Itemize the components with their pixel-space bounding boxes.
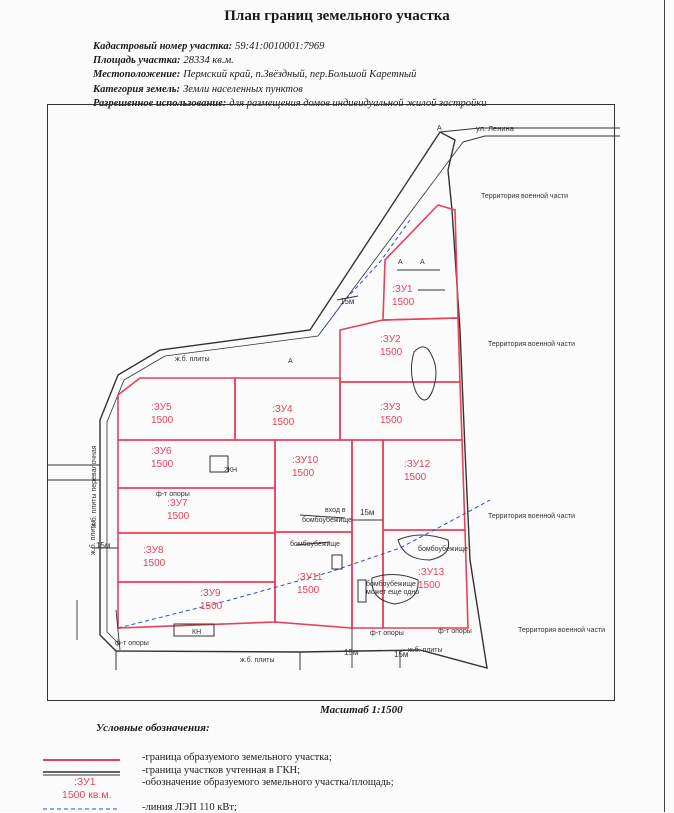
plot-area: 1500 <box>272 417 295 428</box>
plot-area: 1500 <box>151 415 174 426</box>
plot-area: 1500 <box>380 415 403 426</box>
distance-label: 15м <box>96 541 111 550</box>
plot-zu3-boundary <box>340 382 462 440</box>
plot-id: :ЗУ10 <box>292 455 319 466</box>
plot-id: :ЗУ12 <box>404 459 431 470</box>
cadastre-boundary <box>47 128 620 670</box>
plot-area: 1500 <box>297 585 320 596</box>
street-label: ул. Ленина <box>476 124 514 133</box>
plot-id: :ЗУ11 <box>297 572 323 583</box>
legend-title: Условные обозначения: <box>96 722 210 734</box>
legend-item: -граница образуемого земельного участка; <box>142 752 332 763</box>
military-zone-label: Территория военной части <box>488 341 576 348</box>
plot-id: :ЗУ6 <box>151 446 172 457</box>
meta-value: 28334 кв.м. <box>183 55 234 67</box>
shelter-label: бомбоубежище <box>366 581 416 588</box>
fence-label: ж.б. плиты перевалочная <box>91 445 98 528</box>
meta-key: Кадастровый номер участка: <box>93 41 233 52</box>
building-label: КН <box>192 629 202 636</box>
supports-label: ф-т опоры <box>370 630 404 637</box>
distance-label: 15м <box>344 648 359 657</box>
map-annotations <box>89 124 605 664</box>
military-zone-label: Территория военной части <box>481 193 569 200</box>
point-label: А <box>288 358 293 365</box>
plot-labels <box>143 284 445 612</box>
entrance-label: вход в <box>325 507 346 514</box>
plot-zu9-boundary <box>118 582 275 628</box>
plot-area: 1500 <box>404 472 427 483</box>
plot-area: 1500 <box>380 347 403 358</box>
meta-value: для размещения домов индивидуальной жилой застройки <box>229 97 487 109</box>
meta-key: Площадь участка: <box>93 55 181 67</box>
plot-area: 1500 <box>418 580 441 591</box>
plates-label: ж.б. плиты <box>240 657 275 664</box>
meta-value: Пермский край, п.Звёздный, пер.Большой Каретный <box>183 69 417 81</box>
plot-id: :ЗУ3 <box>380 402 401 413</box>
map-scale: Масштаб 1:1500 <box>320 704 403 716</box>
legend-plot-area-sample: 1500 кв.м. <box>62 789 112 801</box>
supports-label: ф-т опоры <box>115 640 149 647</box>
plates-label: ж.б. плиты <box>408 647 443 654</box>
plot-area: 1500 <box>167 511 190 522</box>
plot-zu12-boundary <box>383 440 465 530</box>
meta-key: Разрешенное использование: <box>93 97 227 109</box>
point-label: А <box>398 259 403 266</box>
plot-id: :ЗУ4 <box>272 404 293 415</box>
shelter-outline <box>411 347 436 400</box>
plot-area: 1500 <box>200 601 223 612</box>
plot-id: :ЗУ9 <box>200 588 221 599</box>
plot-zu8-boundary <box>118 533 275 582</box>
distance-label: 15м <box>360 508 375 517</box>
document-title: План границ земельного участка <box>224 8 450 24</box>
shelter-label: бомбоубежище <box>290 541 340 548</box>
plot-area: 1500 <box>151 459 174 470</box>
plot-zu6-boundary <box>118 440 275 488</box>
plates-label: ж.б. плиты <box>90 520 97 555</box>
plot-id: :ЗУ1 <box>392 284 413 295</box>
shelter-label: бомбоубежище <box>418 546 468 553</box>
distance-label: 15м <box>394 650 409 659</box>
plot-area: 1500 <box>143 558 166 569</box>
point-label: А <box>437 125 442 132</box>
legend-item: -обозначение образуемого земельного участка/площадь; <box>142 777 394 788</box>
plot-id: :ЗУ5 <box>151 402 172 413</box>
plot-id: :ЗУ2 <box>380 334 401 345</box>
legend-plot-id-sample: :ЗУ1 <box>74 776 96 788</box>
plates-label: ж.б. плиты <box>175 356 210 363</box>
meta-value: 59:41:0010001:7969 <box>235 41 325 52</box>
point-label: А <box>420 259 425 266</box>
building-label: 2КН <box>224 467 238 474</box>
supports-label: ф-т опоры <box>156 491 190 498</box>
legend-item: -линия ЛЭП 110 кВт; <box>142 802 237 813</box>
shelter-label: бомбоубежище <box>302 517 352 524</box>
plot-zu5-boundary <box>118 378 235 440</box>
distance-label: 15м <box>340 297 355 306</box>
plot-road-strip <box>352 440 383 628</box>
legend-item: -граница участков учтенная в ГКН; <box>142 765 300 776</box>
plot-area: 1500 <box>292 468 315 479</box>
meta-key: Местоположение: <box>93 69 181 81</box>
plot-id: :ЗУ13 <box>418 567 445 578</box>
plot-area: 1500 <box>392 297 415 308</box>
military-zone-label: Территория военной части <box>488 513 576 520</box>
plot-zu7-boundary <box>118 488 275 533</box>
plot-id: :ЗУ7 <box>167 498 188 509</box>
meta-value: Земли населенных пунктов <box>183 83 303 95</box>
plot-id: :ЗУ8 <box>143 545 164 556</box>
military-zone-label: Территория военной части <box>518 627 606 634</box>
supports-label: ф-т опоры <box>438 628 472 635</box>
plot-zu13-boundary <box>383 530 468 628</box>
shelter-label: может еще одно <box>366 589 420 596</box>
meta-key: Категория земель: <box>93 83 181 95</box>
